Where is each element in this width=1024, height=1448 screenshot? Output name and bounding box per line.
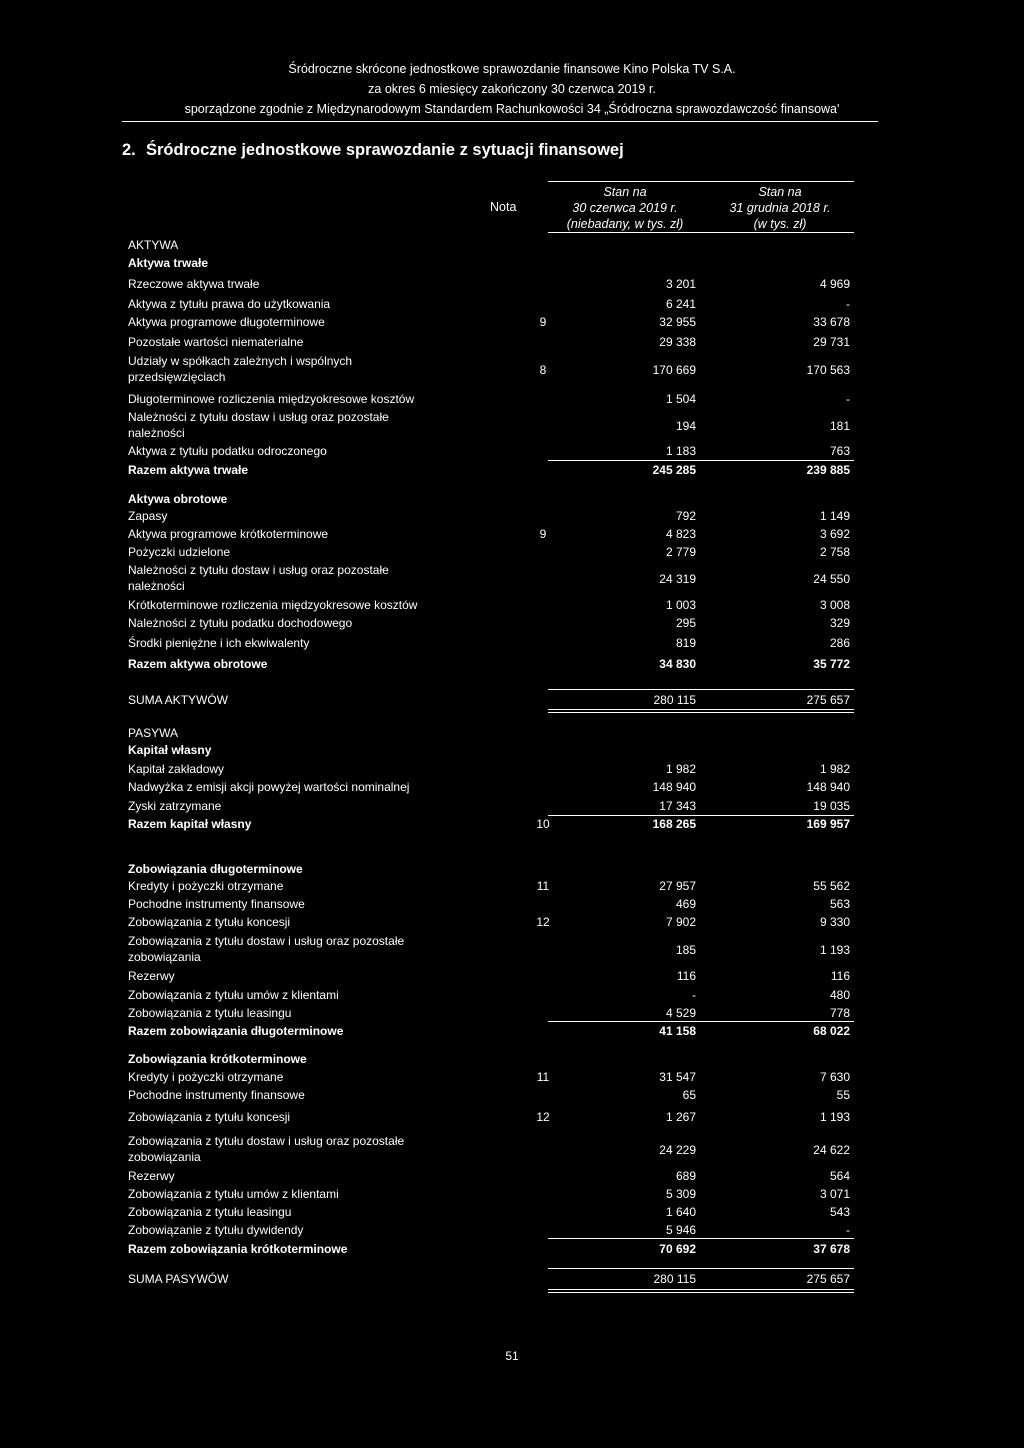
row-value-2019: 17 343 bbox=[659, 799, 696, 813]
row-label: Środki pieniężne i ich ekwiwalenty bbox=[128, 636, 310, 650]
row-value-2019: 65 bbox=[682, 1088, 696, 1102]
row-value-2019: 6 241 bbox=[665, 297, 696, 311]
row-value-2018: 1 193 bbox=[819, 1110, 850, 1124]
row-value-2019: 31 547 bbox=[659, 1070, 696, 1084]
row-value-2019: 168 265 bbox=[652, 817, 696, 831]
row-label: Zobowiązania krótkoterminowe bbox=[128, 1052, 307, 1066]
row-value-2019: 280 115 bbox=[653, 1272, 696, 1286]
header-rule bbox=[122, 121, 878, 122]
row-value-2019: 792 bbox=[675, 509, 696, 523]
row-nota: 12 bbox=[536, 1110, 550, 1124]
row-value-2018: 29 731 bbox=[813, 335, 850, 349]
page-number: 51 bbox=[505, 1349, 519, 1363]
row-value-2018: 778 bbox=[829, 1006, 850, 1020]
col2-line2: 31 grudnia 2018 r. bbox=[729, 201, 831, 215]
row-nota: 9 bbox=[539, 315, 547, 329]
header-line-3: sporządzone zgodnie z Międzynarodowym Standardem Rachunkowości 34 „Śródroczna sprawozdawczość finansowa' bbox=[184, 102, 840, 116]
rule-sum-liabilities-top bbox=[548, 1268, 854, 1269]
col2-line3: (w tys. zł) bbox=[753, 217, 807, 231]
column-head-rule-top bbox=[548, 181, 854, 182]
row-label: Razem zobowiązania długoterminowe bbox=[128, 1024, 344, 1038]
header-line-2: za okres 6 miesięcy zakończony 30 czerwca 2019 r. bbox=[368, 82, 656, 96]
row-label: Należności z tytułu podatku dochodowego bbox=[128, 616, 353, 630]
rule-sum-liabilities-d1 bbox=[548, 1289, 854, 1290]
row-value-2018: 286 bbox=[829, 636, 850, 650]
nota-header: Nota bbox=[490, 200, 517, 214]
row-label: Aktywa trwałe bbox=[128, 256, 209, 270]
row-value-2018: 33 678 bbox=[813, 315, 850, 329]
row-label: Kapitał zakładowy bbox=[128, 762, 225, 776]
row-value-2018: 329 bbox=[829, 616, 850, 630]
row-value-2018: 170 563 bbox=[806, 363, 850, 377]
row-value-2019: 170 669 bbox=[652, 363, 696, 377]
column-header-2018 bbox=[710, 184, 850, 232]
row-value-2019: 41 158 bbox=[659, 1024, 696, 1038]
row-label: Zobowiązanie z tytułu dywidendy bbox=[128, 1223, 304, 1237]
row-label: Zobowiązania z tytułu dostaw i usług oraz pozostałe zobowiązania bbox=[128, 934, 405, 964]
row-value-2018: 55 bbox=[836, 1088, 850, 1102]
row-nota: 11 bbox=[536, 1070, 550, 1084]
row-value-2018: 1 982 bbox=[819, 762, 850, 776]
row-value-2019: 2 779 bbox=[665, 545, 696, 559]
row-label: Razem kapitał własny bbox=[128, 817, 252, 831]
row-value-2018: 24 550 bbox=[813, 572, 850, 586]
row-label: Aktywa z tytułu prawa do użytkowania bbox=[128, 297, 331, 311]
row-label: Krótkoterminowe rozliczenia międzyokresowe kosztów bbox=[128, 598, 418, 612]
row-nota: 9 bbox=[539, 527, 547, 541]
row-label: Razem aktywa obrotowe bbox=[128, 657, 268, 671]
row-label: Zobowiązania z tytułu leasingu bbox=[128, 1205, 292, 1219]
row-label: Należności z tytułu dostaw i usług oraz pozostałe należności bbox=[128, 410, 389, 440]
row-value-2018: 239 885 bbox=[806, 463, 850, 477]
row-label: Pożyczki udzielone bbox=[128, 545, 231, 559]
row-label: Aktywa z tytułu podatku odroczonego bbox=[128, 444, 327, 458]
row-value-2019: 4 529 bbox=[665, 1006, 696, 1020]
row-value-2018: 9 330 bbox=[819, 915, 850, 929]
row-value-2019: 116 bbox=[676, 969, 696, 983]
row-label: Kapitał własny bbox=[128, 743, 212, 757]
column-header-2019 bbox=[555, 184, 695, 232]
row-value-2019: 7 902 bbox=[665, 915, 696, 929]
section-title-text: Śródroczne jednostkowe sprawozdanie z sytuacji finansowej bbox=[146, 141, 624, 159]
row-value-2019: 70 692 bbox=[659, 1242, 696, 1256]
row-value-2019: 819 bbox=[675, 636, 696, 650]
row-label: Kredyty i pożyczki otrzymane bbox=[128, 879, 284, 893]
row-value-2018: 1 149 bbox=[819, 509, 850, 523]
row-nota: 10 bbox=[536, 817, 550, 831]
row-value-2019: 24 319 bbox=[659, 572, 696, 586]
col1-line3: (niebadany, w tys. zł) bbox=[566, 217, 684, 231]
row-value-2018: - bbox=[846, 297, 850, 311]
row-value-2019: 27 957 bbox=[659, 879, 696, 893]
rule-total-shortterm bbox=[548, 1238, 854, 1239]
row-value-2018: - bbox=[846, 392, 850, 406]
row-value-2019: 1 183 bbox=[665, 444, 696, 458]
rule-sum-liabilities-d2 bbox=[548, 1292, 854, 1293]
row-value-2018: 7 630 bbox=[819, 1070, 850, 1084]
row-value-2018: 37 678 bbox=[813, 1242, 850, 1256]
row-label: Kredyty i pożyczki otrzymane bbox=[128, 1070, 284, 1084]
rule-total-equity bbox=[548, 815, 854, 816]
row-value-2019: 1 504 bbox=[665, 392, 696, 406]
row-label: Zobowiązania długoterminowe bbox=[128, 862, 303, 876]
row-value-2018: 275 657 bbox=[806, 1272, 850, 1286]
rule-total-fixed bbox=[548, 460, 854, 461]
row-value-2019: 1 982 bbox=[665, 762, 696, 776]
row-nota: 11 bbox=[536, 879, 550, 893]
row-value-2018: 564 bbox=[829, 1169, 850, 1183]
row-value-2019: 32 955 bbox=[659, 315, 696, 329]
row-value-2018: 181 bbox=[829, 419, 850, 433]
col1-line1: Stan na bbox=[603, 185, 647, 199]
row-label: Zyski zatrzymane bbox=[128, 799, 222, 813]
column-head-rule-bottom bbox=[548, 232, 854, 233]
row-value-2018: 2 758 bbox=[819, 545, 850, 559]
row-value-2019: 4 823 bbox=[665, 527, 696, 541]
row-value-2018: 3 692 bbox=[819, 527, 850, 541]
row-value-2018: 24 622 bbox=[813, 1143, 850, 1157]
rule-sum-assets-d1 bbox=[548, 709, 854, 710]
row-value-2019: 280 115 bbox=[653, 693, 696, 707]
row-nota: 12 bbox=[536, 915, 550, 929]
row-label: Zobowiązania z tytułu koncesji bbox=[128, 1110, 291, 1124]
row-value-2019: 689 bbox=[675, 1169, 696, 1183]
row-value-2019: 3 201 bbox=[665, 277, 696, 291]
row-value-2018: 116 bbox=[830, 969, 850, 983]
rule-sum-assets-d2 bbox=[548, 712, 854, 713]
row-value-2019: 194 bbox=[675, 419, 696, 433]
row-value-2018: 169 957 bbox=[806, 817, 850, 831]
rule-sum-assets-top bbox=[548, 689, 854, 690]
row-value-2018: 3 071 bbox=[819, 1187, 850, 1201]
row-label: Razem zobowiązania krótkoterminowe bbox=[128, 1242, 348, 1256]
section-title bbox=[122, 141, 624, 160]
row-label: Zapasy bbox=[128, 509, 168, 523]
row-value-2019: 295 bbox=[675, 616, 696, 630]
row-label: Długoterminowe rozliczenia międzyokresowe kosztów bbox=[128, 392, 415, 406]
row-label: SUMA AKTYWÓW bbox=[128, 693, 229, 707]
row-label: Rezerwy bbox=[128, 1169, 175, 1183]
row-label: PASYWA bbox=[128, 726, 179, 740]
row-value-2019: 5 946 bbox=[665, 1223, 696, 1237]
row-value-2018: 19 035 bbox=[813, 799, 850, 813]
col1-line2: 30 czerwca 2019 r. bbox=[572, 201, 678, 215]
row-value-2019: 5 309 bbox=[665, 1187, 696, 1201]
col2-line1: Stan na bbox=[758, 185, 802, 199]
row-label: Udziały w spółkach zależnych i wspólnych przedsięwzięciach bbox=[128, 354, 353, 384]
row-value-2019: 245 285 bbox=[652, 463, 696, 477]
row-label: Zobowiązania z tytułu umów z klientami bbox=[128, 1187, 339, 1201]
row-value-2018: 1 193 bbox=[819, 943, 850, 957]
row-value-2018: 35 772 bbox=[813, 657, 850, 671]
row-value-2018: 68 022 bbox=[813, 1024, 850, 1038]
row-label: Nadwyżka z emisji akcji powyżej wartości nominalnej bbox=[128, 780, 410, 794]
row-value-2019: 1 003 bbox=[665, 598, 696, 612]
row-label: Należności z tytułu dostaw i usług oraz pozostałe należności bbox=[128, 563, 389, 593]
row-label: Zobowiązania z tytułu leasingu bbox=[128, 1006, 292, 1020]
row-value-2019: 24 229 bbox=[659, 1143, 696, 1157]
row-value-2018: 55 562 bbox=[813, 879, 850, 893]
row-value-2018: 543 bbox=[829, 1205, 850, 1219]
row-label: Zobowiązania z tytułu umów z klientami bbox=[128, 988, 339, 1002]
row-label: Pochodne instrumenty finansowe bbox=[128, 897, 305, 911]
row-label: AKTYWA bbox=[128, 238, 179, 252]
row-value-2018: 3 008 bbox=[819, 598, 850, 612]
row-value-2018: 4 969 bbox=[819, 277, 850, 291]
rule-total-longterm bbox=[548, 1021, 854, 1022]
row-value-2018: 763 bbox=[829, 444, 850, 458]
row-label: Aktywa obrotowe bbox=[128, 492, 228, 506]
row-value-2018: 275 657 bbox=[806, 693, 850, 707]
row-label: Aktywa programowe długoterminowe bbox=[128, 315, 325, 329]
row-value-2018: - bbox=[846, 1223, 850, 1237]
row-value-2019: 34 830 bbox=[659, 657, 696, 671]
row-value-2019: 29 338 bbox=[659, 335, 696, 349]
row-label: Razem aktywa trwałe bbox=[128, 463, 249, 477]
row-value-2019: - bbox=[692, 988, 696, 1002]
row-label: Rezerwy bbox=[128, 969, 175, 983]
row-label: Aktywa programowe krótkoterminowe bbox=[128, 527, 329, 541]
row-value-2019: 469 bbox=[675, 897, 696, 911]
row-value-2019: 185 bbox=[675, 943, 696, 957]
section-number: 2. bbox=[122, 141, 136, 159]
row-nota: 8 bbox=[539, 363, 547, 377]
row-value-2018: 148 940 bbox=[806, 780, 850, 794]
row-value-2019: 1 267 bbox=[665, 1110, 696, 1124]
row-label: SUMA PASYWÓW bbox=[128, 1272, 229, 1286]
row-label: Zobowiązania z tytułu koncesji bbox=[128, 915, 291, 929]
row-label: Pochodne instrumenty finansowe bbox=[128, 1088, 305, 1102]
row-label: Rzeczowe aktywa trwałe bbox=[128, 277, 260, 291]
row-value-2018: 563 bbox=[829, 897, 850, 911]
row-value-2019: 1 640 bbox=[665, 1205, 696, 1219]
row-label: Zobowiązania z tytułu dostaw i usług oraz pozostałe zobowiązania bbox=[128, 1134, 405, 1164]
row-value-2018: 480 bbox=[829, 988, 850, 1002]
row-value-2019: 148 940 bbox=[652, 780, 696, 794]
header-line-1: Śródroczne skrócone jednostkowe sprawozdanie finansowe Kino Polska TV S.A. bbox=[288, 62, 736, 76]
row-label: Pozostałe wartości niematerialne bbox=[128, 335, 304, 349]
